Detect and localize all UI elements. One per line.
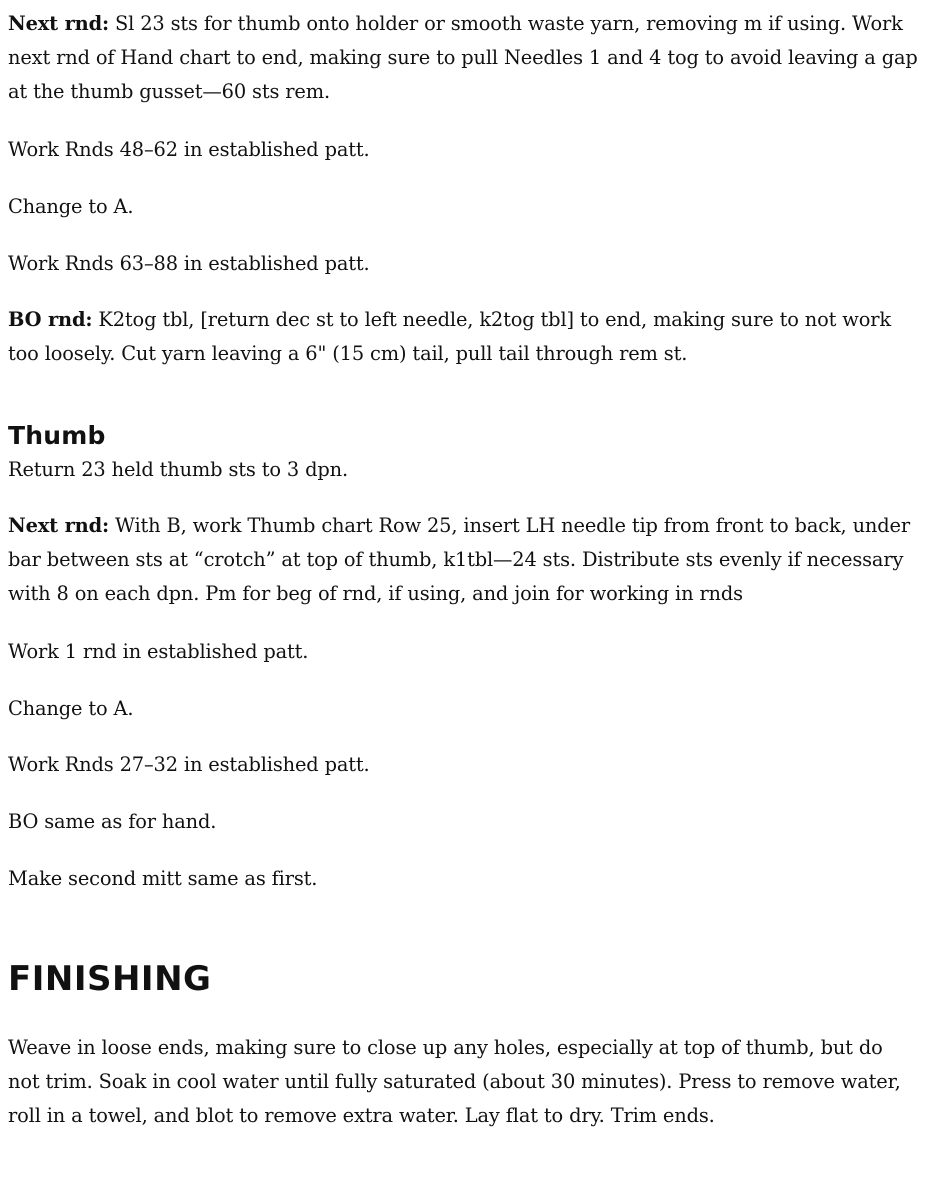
paragraph-text: K2tog tbl, [return dec st to left needle, k2tog tbl] to end, making sure to not work too loosely. Cut yarn leaving a 6" (15 cm) tail, pull tail through rem st. xyxy=(8,308,891,365)
hand-bind-off-paragraph xyxy=(8,303,920,371)
second-mitt-paragraph: Make second mitt same as first. xyxy=(8,867,318,890)
thumb-next-round-paragraph xyxy=(8,509,920,611)
thumb-heading: Thumb xyxy=(8,421,106,450)
hand-rounds-48-62-paragraph: Work Rnds 48–62 in established patt. xyxy=(8,138,370,161)
hand-next-round-paragraph xyxy=(8,7,920,109)
hand-rounds-63-88-paragraph: Work Rnds 63–88 in established patt. xyxy=(8,252,370,275)
thumb-rounds-27-32-paragraph: Work Rnds 27–32 in established patt. xyxy=(8,753,370,776)
finishing-paragraph: Weave in loose ends, making sure to close up any holes, especially at top of thumb, but do not trim. Soak in cool water until fully saturated (about 30 minutes). Press to remove water, roll in a towel, and blot to remove extra water. Lay flat to dry. Trim ends. xyxy=(8,1036,901,1127)
finishing-heading: FINISHING xyxy=(8,959,212,999)
hand-change-color-paragraph: Change to A. xyxy=(8,195,134,218)
paragraph-lead: BO rnd: xyxy=(8,308,93,331)
paragraph-text: With B, work Thumb chart Row 25, insert LH needle tip from front to back, under bar between sts at “crotch” at top of thumb, k1tbl—24 sts. Distribute sts evenly if necessary with 8 on each dpn. Pm for beg of rnd, if using, and join for working in rnds xyxy=(8,514,910,605)
paragraph-lead: Next rnd: xyxy=(8,12,110,35)
thumb-work-round-paragraph: Work 1 rnd in established patt. xyxy=(8,640,309,663)
thumb-change-color-paragraph: Change to A. xyxy=(8,697,134,720)
paragraph-lead: Next rnd: xyxy=(8,514,110,537)
paragraph-text: Sl 23 sts for thumb onto holder or smooth waste yarn, removing m if using. Work next rnd of Hand chart to end, making sure to pull Needles 1 and 4 tog to avoid leaving a gap at the thumb gusset—60 sts rem. xyxy=(8,12,918,103)
thumb-bind-off-paragraph: BO same as for hand. xyxy=(8,810,217,833)
thumb-return-stitches-paragraph: Return 23 held thumb sts to 3 dpn. xyxy=(8,458,348,481)
